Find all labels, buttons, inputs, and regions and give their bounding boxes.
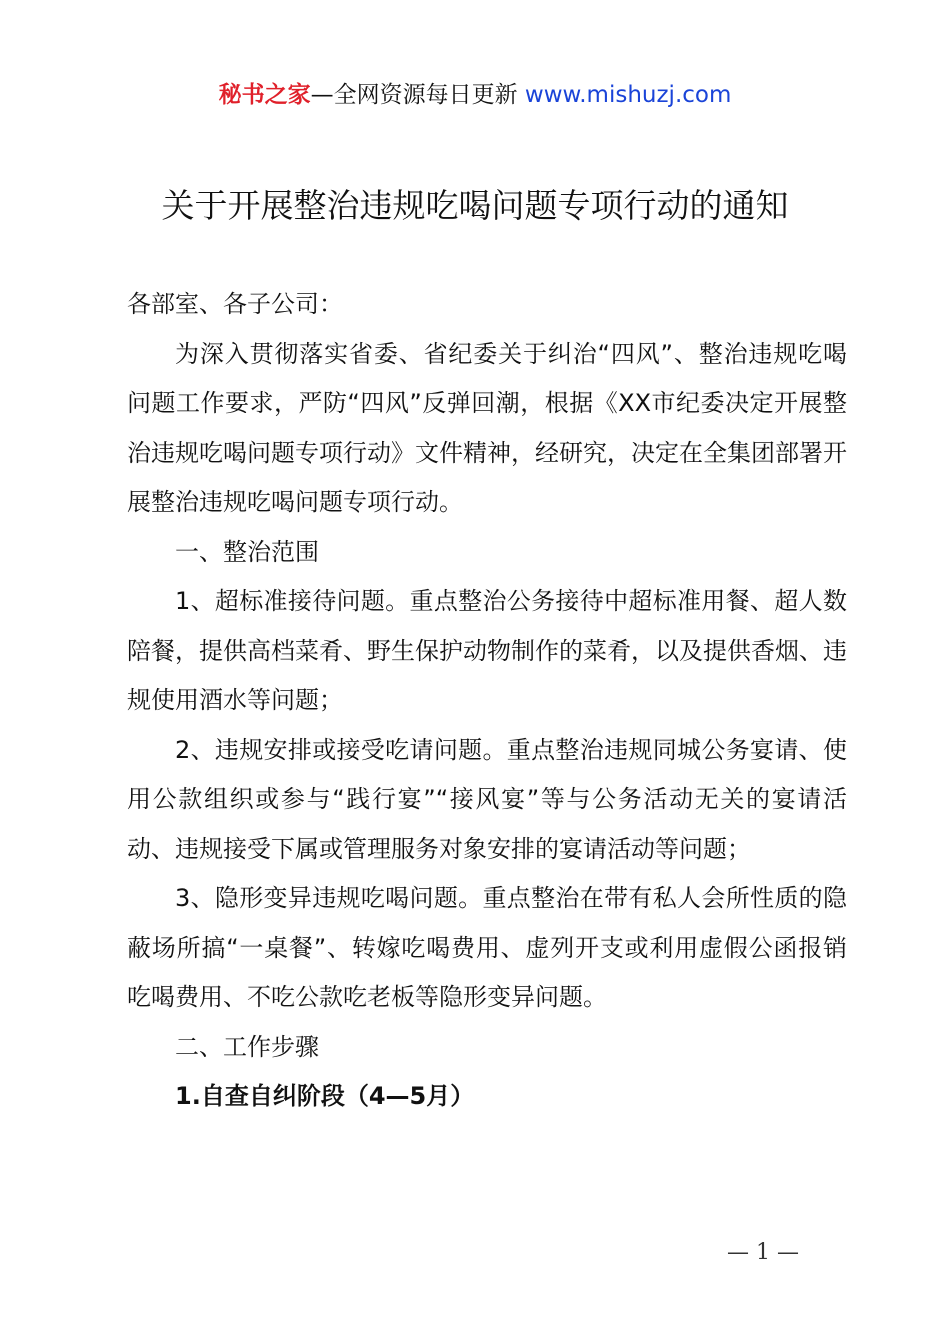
scope-item-2: 2、违规安排或接受吃请问题。重点整治违规同城公务宴请、使用公款组织或参与“践行宴”“接风宴”等与公务活动无关的宴请活动、违规接受下属或管理服务对象安排的宴请活动等问题；: [127, 735, 847, 863]
section-heading-steps: 二、工作步骤: [175, 1032, 319, 1061]
page-number: — 1 —: [727, 1240, 799, 1265]
intro-paragraph: 为深入贯彻落实省委、省纪委关于纠治“四风”、整治违规吃喝问题工作要求，严防“四风”反弹回潮，根据《XX市纪委决定开展整治违规吃喝问题专项行动》文件精神，经研究，决定在全集团部署开展整治违规吃喝问题专项行动。: [127, 339, 847, 516]
step-heading-1: 1.自查自纠阶段（4—5月）: [175, 1082, 475, 1110]
salutation: 各部室、各子公司：: [127, 290, 343, 318]
site-name: 秘书之家: [218, 82, 311, 108]
site-header: [0, 78, 950, 112]
document-body: [127, 280, 847, 1122]
section-heading-scope: 一、整治范围: [175, 537, 319, 566]
scope-item-1: 1、超标准接待问题。重点整治公务接待中超标准用餐、超人数陪餐，提供高档菜肴、野生保护动物制作的菜肴，以及提供香烟、违规使用酒水等问题；: [127, 587, 847, 714]
site-url-link[interactable]: www.mishuzj.com: [524, 82, 732, 108]
document-title: 关于开展整治违规吃喝问题专项行动的通知: [161, 186, 789, 225]
site-slogan: —全网资源每日更新: [310, 82, 518, 108]
scope-item-3: 3、隐形变异违规吃喝问题。重点整治在带有私人会所性质的隐蔽场所搞“一桌餐”、转嫁吃喝费用、虚列开支或利用虚假公函报销吃喝费用、不吃公款吃老板等隐形变异问题。: [127, 884, 847, 1011]
